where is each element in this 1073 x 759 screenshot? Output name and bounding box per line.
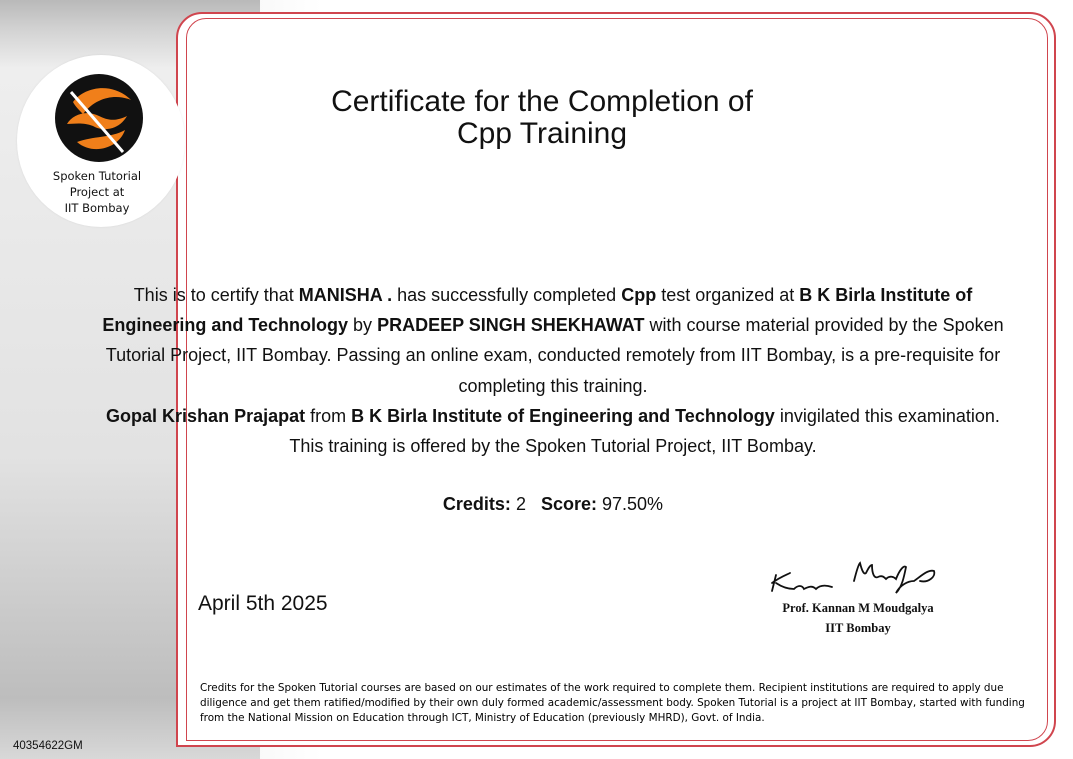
result-line <box>300 494 806 515</box>
signatory-org: IIT Bombay <box>825 621 891 635</box>
institute-name: B K Birla Institute of Engineering and Technology <box>102 285 973 336</box>
body-text: has successfully completed <box>392 285 622 305</box>
title-line-1: Certificate for the Completion of <box>331 85 753 118</box>
organizer-name: PRADEEP SINGH SHEKHAWAT <box>377 315 645 336</box>
logo-line-1: Spoken Tutorial <box>52 169 142 183</box>
body-text: with course material provided by the Spoken Tutorial Project, IIT Bombay. Passing an online exam, conducted remotely from IIT Bombay, is a pre-requisite for completing this training. <box>105 315 1004 396</box>
credits-value: 2 <box>515 494 526 514</box>
body-text: invigilated this examination. This training is offered by the Spoken Tutorial Project, IIT Bombay. <box>289 405 1000 457</box>
credits-label: Credits: <box>442 494 511 514</box>
score-label: Score: <box>540 494 597 514</box>
certificate-body <box>100 280 1006 461</box>
spoken-tutorial-logo-icon <box>53 72 145 164</box>
body-text: by <box>348 315 378 336</box>
footer-note: Credits for the Spoken Tutorial courses are based on our estimates of the work required to complete them. Recipient institutions are required to apply due diligence and get them ratified/modified by their own duly formed academic/assessment body. Spoken Tutorial is a project at IIT Bombay, started with funding from the National Mission on Education through ICT, Ministry of Education (previously MHRD), Govt. of India. <box>200 682 1025 724</box>
logo-line-3: IIT Bombay <box>64 201 130 215</box>
title-line-2: Cpp Training <box>456 117 628 150</box>
issue-date: April 5th 2025 <box>198 592 328 615</box>
certificate-id: 40354622GM <box>13 740 83 752</box>
signatory-block <box>750 598 966 638</box>
body-text: test organized at <box>656 285 800 305</box>
signatory-name: Prof. Kannan M Moudgalya <box>782 601 934 615</box>
invigilator-name: Gopal Krishan Prajapat <box>106 405 306 426</box>
logo-caption <box>37 168 157 216</box>
invigilator-institute: B K Birla Institute of Engineering and Technology <box>351 405 775 426</box>
certificate-title <box>250 86 834 150</box>
signature-icon <box>768 555 943 600</box>
logo-line-2: Project at <box>69 185 125 199</box>
participant-name: MANISHA . <box>298 285 393 305</box>
course-name: Cpp <box>621 285 657 305</box>
score-value: 97.50% <box>602 494 664 514</box>
body-text: This is to certify that <box>133 285 299 305</box>
body-text: from <box>305 405 352 426</box>
